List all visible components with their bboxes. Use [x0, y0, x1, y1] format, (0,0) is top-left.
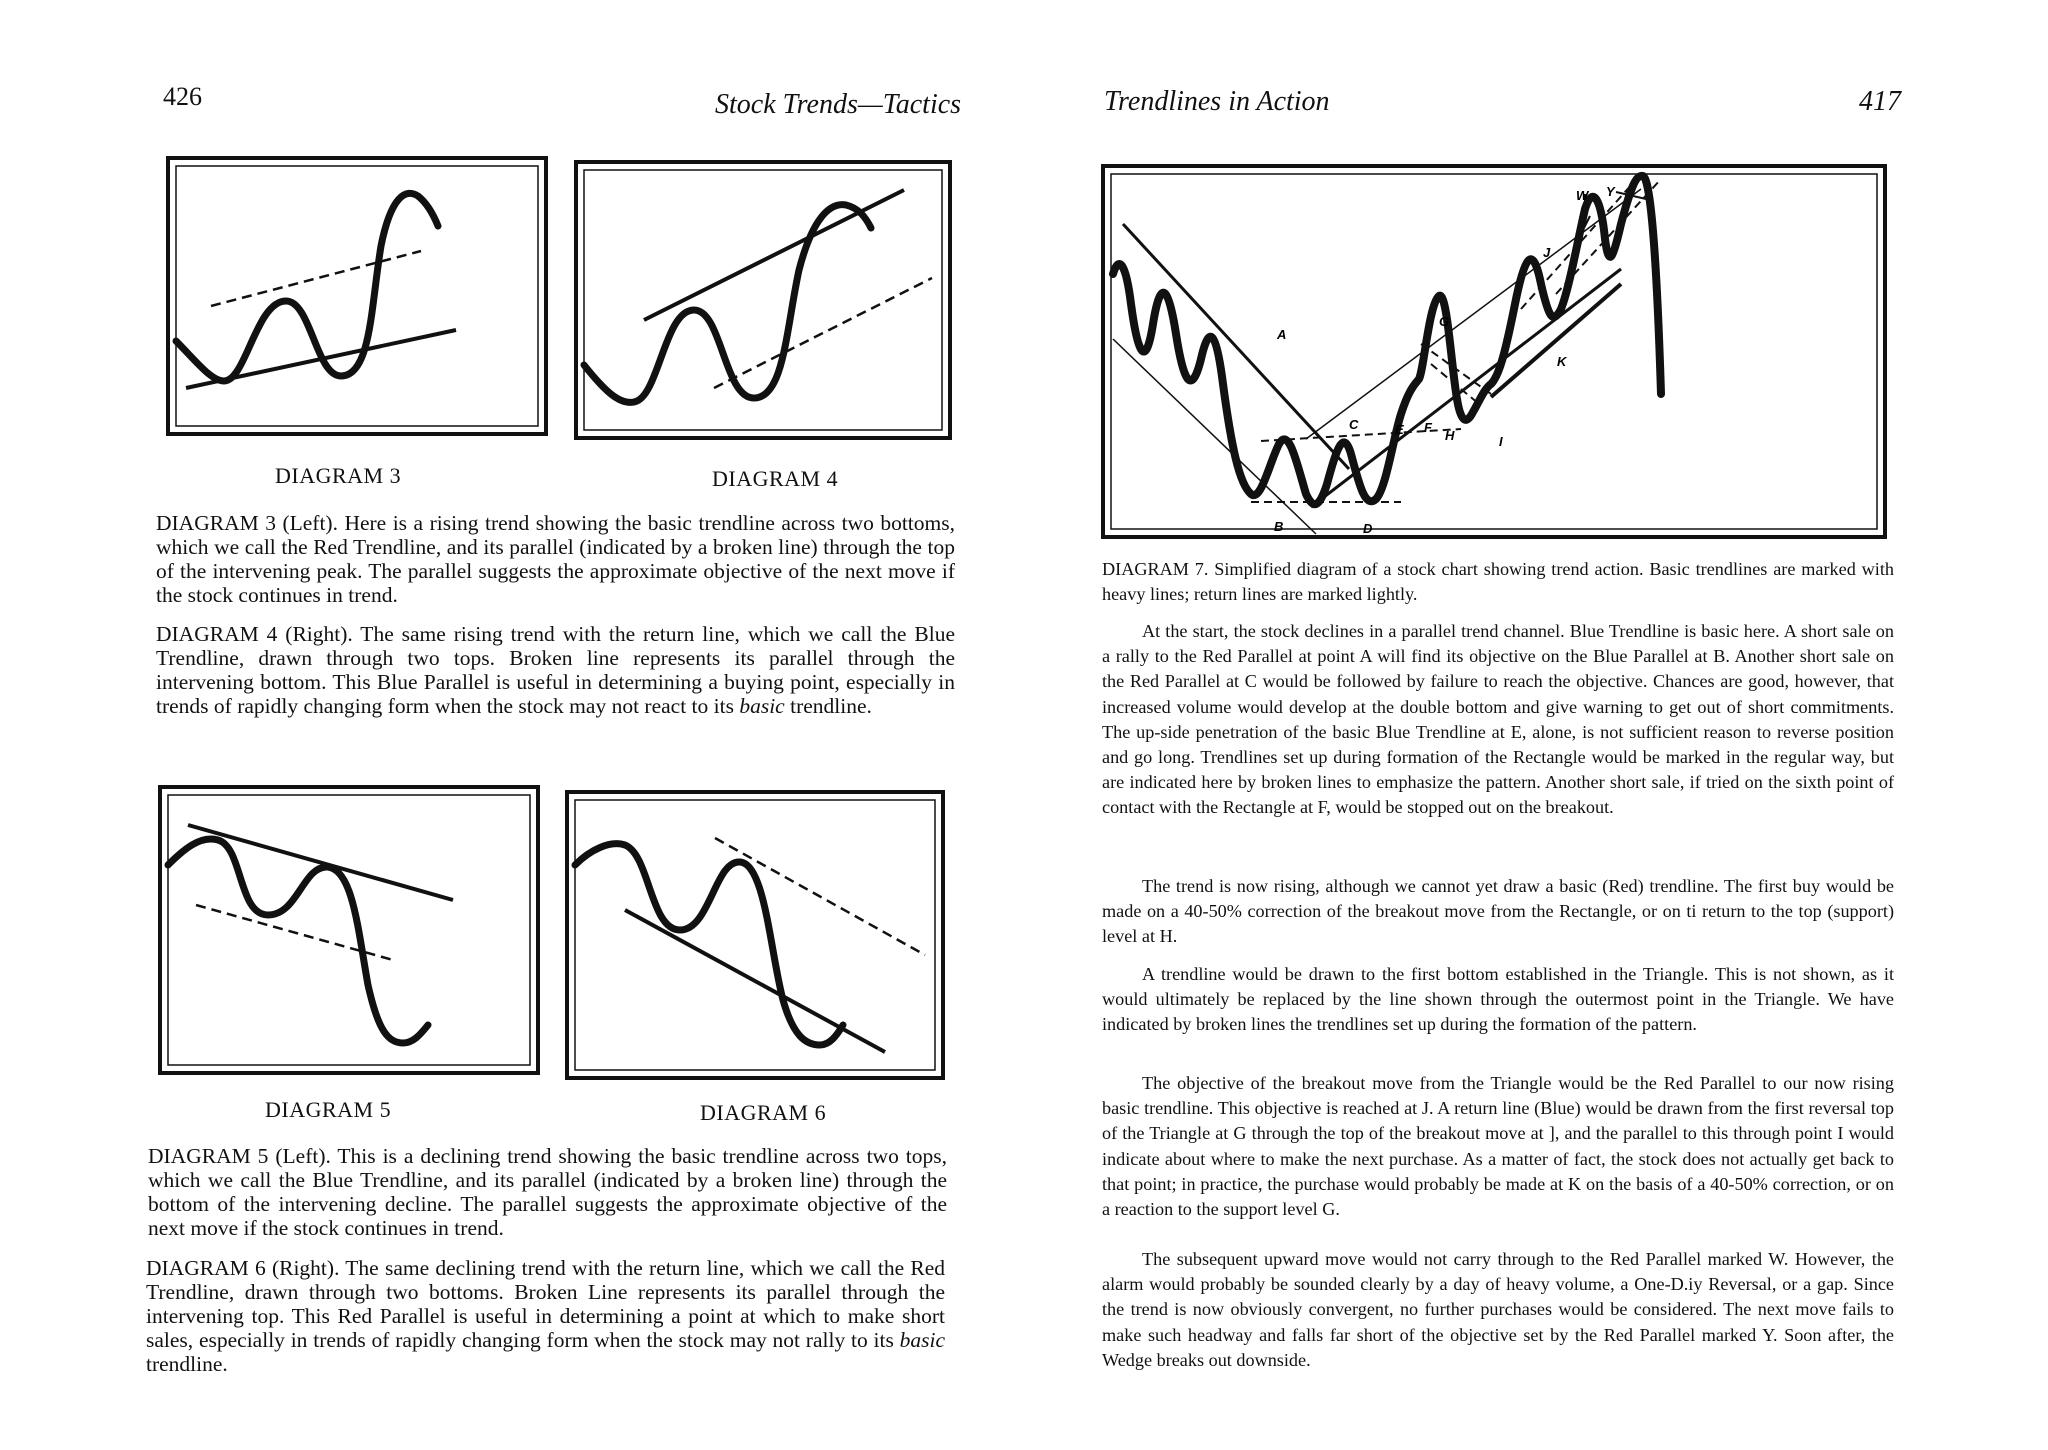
- diagram-7-caption-text: DIAGRAM 7. Simplified diagram of a stock chart showing trend action. Basic trendlines are marked with heavy lines; return lines are marked lightly.: [1102, 559, 1894, 605]
- label-k: K: [1557, 354, 1567, 369]
- label-e: E: [1395, 422, 1404, 437]
- diagram-3-label: DIAGRAM 3: [275, 463, 402, 488]
- diagram-3: [166, 156, 548, 436]
- paragraph-diagram-6-end: trendline.: [146, 1352, 228, 1376]
- paragraph-diagram-3: [156, 511, 955, 607]
- diagram-5: [158, 785, 540, 1075]
- paragraph-diagram-6: [146, 1256, 945, 1376]
- label-f: F: [1424, 420, 1432, 435]
- paragraph-diagram-6-text: DIAGRAM 6 (Right). The same declining trend with the return line, which we call the Red Trendline, drawn through two bottoms. Broken Line represents its parallel through the intervening top. This Red Parallel is useful in determining a point at which to make short sales, especially in trends of rapidly changing form when the stock may not rally to its: [146, 1256, 945, 1352]
- paragraph-4: [1102, 1071, 1894, 1222]
- paragraph-diagram-4: [156, 622, 955, 718]
- label-y: Y: [1606, 184, 1615, 199]
- label-j: J: [1543, 245, 1551, 260]
- diagram-4-label: DIAGRAM 4: [712, 466, 839, 491]
- paragraph-3: [1102, 962, 1894, 1038]
- running-head-left: Stock Trends—Tactics: [715, 89, 962, 120]
- paragraph-diagram-4-emphasis: basic: [739, 694, 785, 718]
- label-i: I: [1499, 434, 1503, 449]
- label-g: G: [1439, 314, 1450, 329]
- paragraph-diagram-4-end: trendline.: [790, 694, 872, 718]
- label-a: A: [1277, 327, 1287, 342]
- right-page: [1024, 0, 2048, 1450]
- diagram-6-label: DIAGRAM 6: [700, 1100, 827, 1125]
- page-number-left: 426: [163, 82, 202, 111]
- label-c: C: [1349, 417, 1359, 432]
- paragraph-2-text: The trend is now rising, although we cannot yet draw a basic (Red) trendline. The first buy would be made on a 40-50% correction of the breakout move from the Rectangle, or on ti return to the top (support) level at H.: [1102, 876, 1894, 947]
- diagram-7: [1101, 164, 1887, 539]
- label-w: W: [1576, 188, 1589, 203]
- running-head-right: Trendlines in Action: [1104, 86, 1330, 117]
- paragraph-diagram-5-text: DIAGRAM 5 (Left). This is a declining trend showing the basic trendline across two tops, which we call the Blue Trendline, and its parallel (indicated by a broken line) through the bottom of the intervening decline. The parallel suggests the approximate objective of the next move if the stock continues in trend.: [148, 1144, 947, 1240]
- paragraph-4-text: The objective of the breakout move from the Triangle would be the Red Parallel to our now rising basic trendline. This objective is reached at J. A return line (Blue) would be drawn from the first reversal top of the Triangle at G through the top of the breakout move at ], and the parallel to this through point I would indicate about where to make the next purchase. As a matter of fact, the stock does not actually get back to that point; in practice, the purchase would probably be made at K on the basis of a 40-50% correction, or on a reaction to the support level G.: [1102, 1073, 1894, 1220]
- label-h: H: [1445, 428, 1455, 443]
- paragraph-diagram-3-text: DIAGRAM 3 (Left). Here is a rising trend showing the basic trendline across two bottoms, which we call the Red Trendline, and its parallel (indicated by a broken line) through the top of the intervening peak. The parallel suggests the approximate objective of the next move if the stock continues in trend.: [156, 511, 955, 607]
- paragraph-5-text: The subsequent upward move would not carry through to the Red Parallel marked W. However, the alarm would probably be sounded clearly by a day of heavy volume, a One-D.iy Reversal, or a gap. Since the trend is now obviously convergent, no further purchases would be considered. The next move fails to make such headway and falls far short of the objective set by the Red Parallel marked Y. Soon after, the Wedge breaks out downside.: [1102, 1249, 1894, 1370]
- diagram-5-label: DIAGRAM 5: [265, 1097, 392, 1122]
- paragraph-1: [1102, 619, 1894, 821]
- paragraph-diagram-5: [148, 1144, 947, 1240]
- page-number-right: 417: [1859, 86, 1901, 117]
- paragraph-5: [1102, 1247, 1894, 1373]
- paragraph-diagram-4-text: DIAGRAM 4 (Right). The same rising trend with the return line, which we call the Blue Trendline, drawn through two tops. Broken line represents its parallel through the intervening bottom. This Blue Parallel is useful in determining a buying point, especially in trends of rapidly changing form when the stock may not react to its: [156, 622, 955, 718]
- label-d: D: [1363, 521, 1373, 536]
- paragraph-1-text: At the start, the stock declines in a parallel trend channel. Blue Trendline is basic here. A short sale on a rally to the Red Parallel at point A will find its objective on the Blue Parallel at B. Another short sale on the Red Parallel at C would be followed by failure to reach the objective. Chances are good, however, that increased volume would develop at the double bottom and give warning to get out of short commitments. The up-side penetration of the basic Blue Trendline at E, alone, is not sufficient reason to reverse position and go long. Trendlines set up during formation of the Rectangle would be marked in the regular way, but are indicated here by broken lines to emphasize the pattern. Another short sale, if tried on the sixth point of contact with the Rectangle at F, would be stopped out on the breakout.: [1102, 621, 1894, 818]
- diagram-4: [574, 160, 952, 440]
- paragraph-2: [1102, 874, 1894, 950]
- diagram-6: [565, 790, 945, 1080]
- paragraph-3-text: A trendline would be drawn to the first bottom established in the Triangle. This is not shown, as it would ultimately be replaced by the line shown through the outermost point in the Triangle. We have indicated by broken lines the trendlines set up during the formation of the pattern.: [1102, 964, 1894, 1035]
- paragraph-diagram-6-emphasis: basic: [899, 1328, 945, 1352]
- label-b: B: [1274, 519, 1284, 534]
- diagram-7-caption: [1102, 557, 1894, 607]
